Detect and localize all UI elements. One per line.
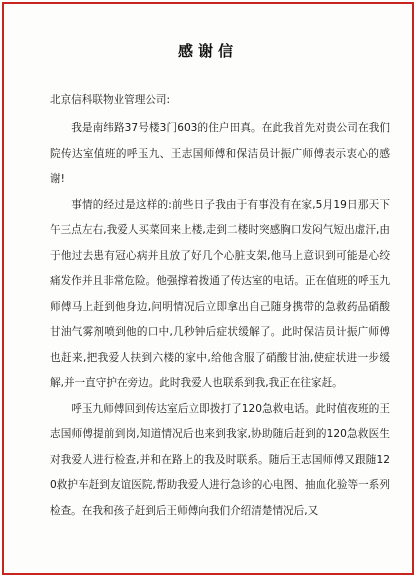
paragraph: 事情的经过是这样的:前些日子我由于有事没有在家,5月19日那天下午三点左右,我爱人买菜回来上楼,走到二楼时突感胸口发闷气短出虚汗,由于他过去患有冠心病并且放了好几个心脏支架,他马上意识到可能是心绞痛发作并且非常危险。他强撑着拨通了传达室的电话。正在值班的呼玉九师傅马上赶到他身边,问明情况后立即拿出自己随身携带的急救药品硝酸甘油气雾剂喷到他的口中,几秒钟后症状缓解了。此时保洁员计振广师傅也赶来,把我爱人扶到六楼的家中,给他含服了硝酸甘油,使症状进一步缓解,并一直守护在旁边。此时我爱人也联系到我,我正在往家赶。 bbox=[50, 198, 390, 389]
letter-salutation: 北京信科联物业管理公司: bbox=[50, 94, 171, 106]
letter-body bbox=[50, 116, 390, 524]
letter-page bbox=[2, 2, 414, 575]
paragraph: 我是南纬路37号楼3门603的住户田真。在此我首先对贵公司在我们院传达室值班的呼玉九、王志国师傅和保洁员计振广师傅表示衷心的感谢! bbox=[50, 122, 390, 185]
paragraph: 呼玉九师傅回到传达室后立即拨打了120急救电话。此时值夜班的王志国师傅提前到岗,知道情况后也来到我家,协助随后赶到的120急救医生对我爱人进行检查,并和在路上的我及时联系。随后王志国师傅又跟随120救护车赶到友谊医院,帮助我爱人进行急诊的心电图、抽血化验等一系列检查。在我和孩子赶到后王师傅向我们介绍清楚情况后,又 bbox=[50, 402, 390, 517]
letter-title: 感谢信 bbox=[177, 42, 238, 60]
